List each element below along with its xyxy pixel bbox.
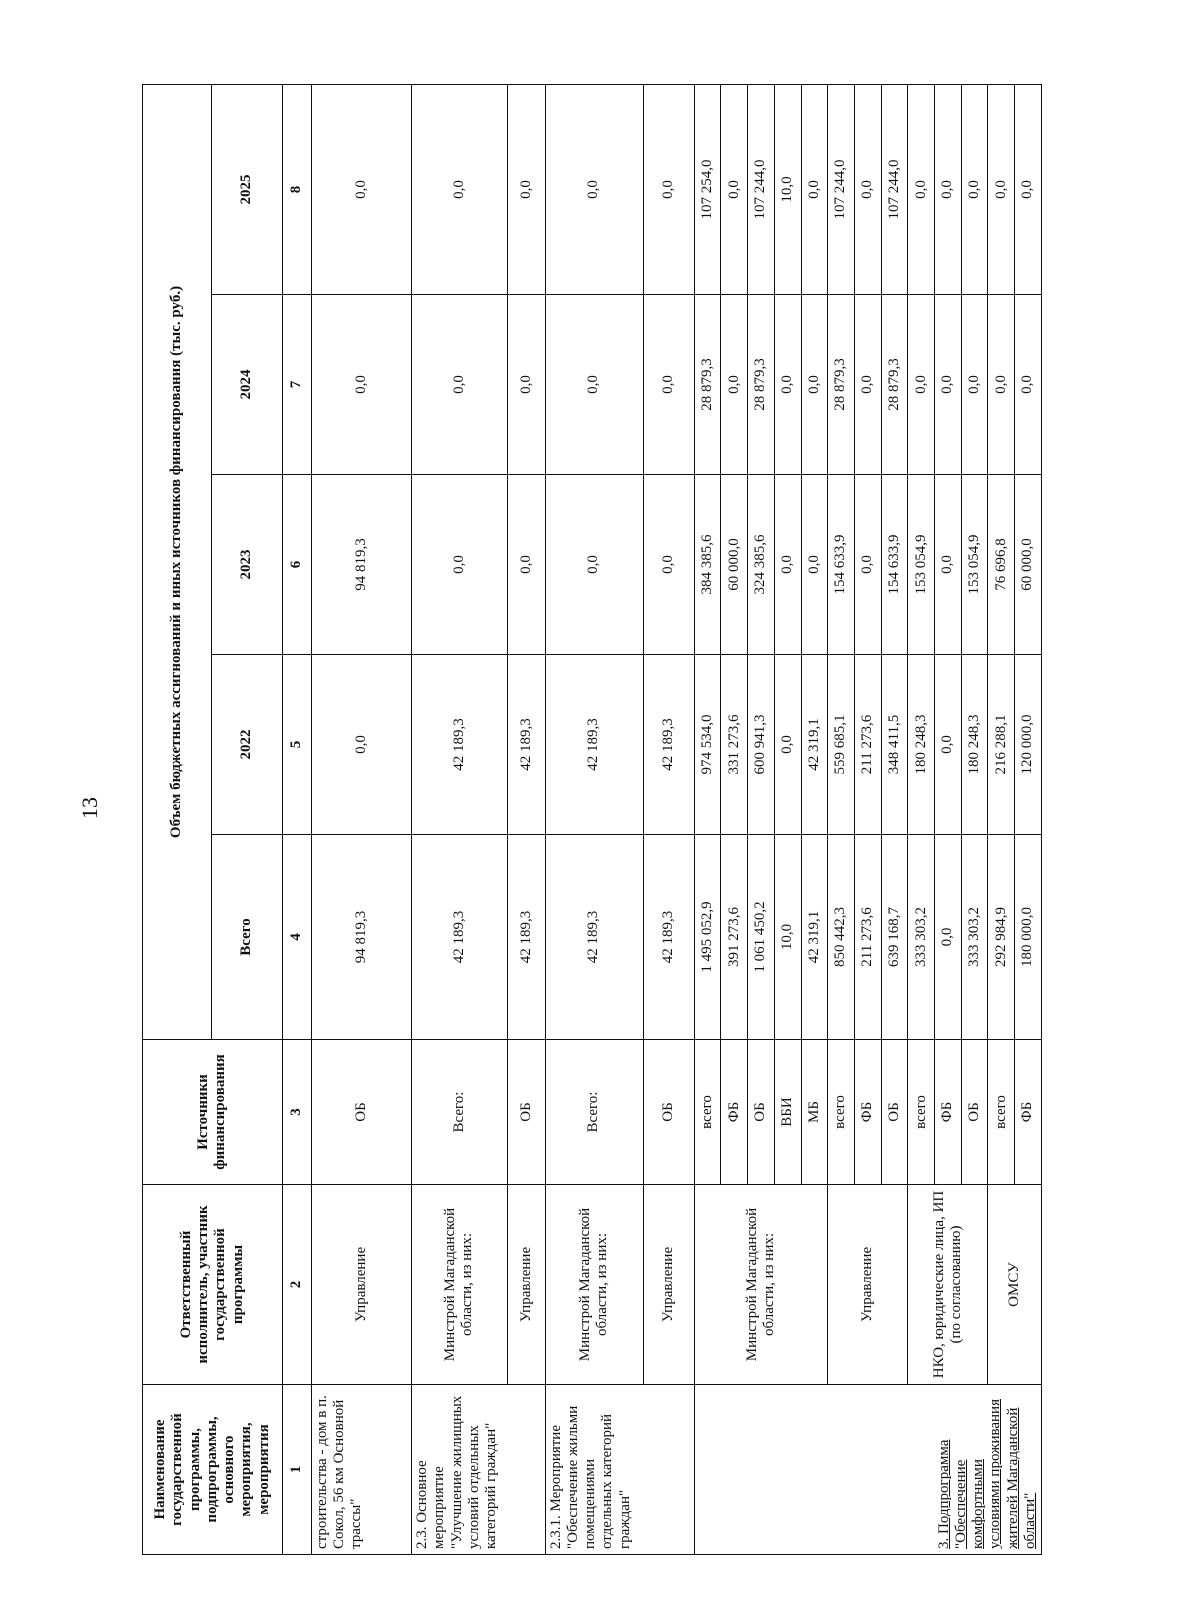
value-cell: 333 303,2 xyxy=(961,835,988,1040)
row-source: Всего: xyxy=(412,1040,508,1185)
value-cell: 0,0 xyxy=(774,475,801,655)
table-row xyxy=(694,85,721,1555)
value-cell: 0,0 xyxy=(412,475,508,655)
value-cell: 120 000,0 xyxy=(1015,655,1042,835)
value-cell: 60 000,0 xyxy=(721,475,748,655)
value-cell: 107 244,0 xyxy=(881,85,908,295)
value-cell: 0,0 xyxy=(545,85,643,295)
value-cell: 0,0 xyxy=(643,295,694,475)
value-cell: 0,0 xyxy=(854,475,881,655)
column-number-row xyxy=(282,85,311,1555)
value-cell: 850 442,3 xyxy=(828,835,855,1040)
col-number: 6 xyxy=(282,475,311,655)
row-executor: ОМСУ xyxy=(988,1185,1042,1385)
value-cell: 384 385,6 xyxy=(694,475,721,655)
row-executor: Управление xyxy=(828,1185,908,1385)
row-executor: Минстрой Магаданской области, из них: xyxy=(412,1185,508,1385)
value-cell: 974 534,0 xyxy=(694,655,721,835)
value-cell: 28 879,3 xyxy=(828,295,855,475)
value-cell: 391 273,6 xyxy=(721,835,748,1040)
col-number: 3 xyxy=(282,1040,311,1185)
value-cell: 0,0 xyxy=(643,85,694,295)
value-cell: 153 054,9 xyxy=(961,475,988,655)
table-row xyxy=(828,85,855,1555)
funding-table xyxy=(142,84,1042,1555)
row-source: всего xyxy=(908,1040,935,1185)
row-name: 2.3. Основное мероприятие "Улучшение жилищных условий отдельных категорий граждан" xyxy=(412,1385,546,1555)
value-cell: 559 685,1 xyxy=(828,655,855,835)
header-year: 2022 xyxy=(211,655,282,835)
row-executor: Управление xyxy=(643,1185,694,1385)
row-source: ФБ xyxy=(854,1040,881,1185)
value-cell: 0,0 xyxy=(507,85,545,295)
header-year: 2025 xyxy=(211,85,282,295)
value-cell: 0,0 xyxy=(643,475,694,655)
value-cell: 0,0 xyxy=(988,85,1015,295)
value-cell: 0,0 xyxy=(311,85,411,295)
table-row xyxy=(908,85,935,1555)
value-cell: 107 244,0 xyxy=(828,85,855,295)
value-cell: 0,0 xyxy=(935,655,962,835)
value-cell: 0,0 xyxy=(935,475,962,655)
value-cell: 0,0 xyxy=(545,475,643,655)
value-cell: 0,0 xyxy=(1015,85,1042,295)
value-cell: 0,0 xyxy=(412,295,508,475)
row-executor: Управление xyxy=(311,1185,411,1385)
row-source: ОБ xyxy=(311,1040,411,1185)
value-cell: 76 696,8 xyxy=(988,475,1015,655)
value-cell: 42 319,1 xyxy=(801,655,828,835)
row-source: ОБ xyxy=(507,1040,545,1185)
row-source: ФБ xyxy=(1015,1040,1042,1185)
value-cell: 0,0 xyxy=(507,295,545,475)
value-cell: 0,0 xyxy=(801,475,828,655)
table-row xyxy=(507,85,545,1555)
value-cell: 211 273,6 xyxy=(854,835,881,1040)
value-cell: 0,0 xyxy=(988,295,1015,475)
value-cell: 10,0 xyxy=(774,85,801,295)
value-cell: 180 248,3 xyxy=(961,655,988,835)
value-cell: 0,0 xyxy=(854,85,881,295)
value-cell: 42 189,3 xyxy=(412,835,508,1040)
value-cell: 60 000,0 xyxy=(1015,475,1042,655)
row-source: ОБ xyxy=(748,1040,775,1185)
col-number: 5 xyxy=(282,655,311,835)
value-cell: 28 879,3 xyxy=(748,295,775,475)
col-number: 2 xyxy=(282,1185,311,1385)
value-cell: 42 189,3 xyxy=(643,655,694,835)
header-year: 2024 xyxy=(211,295,282,475)
value-cell: 180 000,0 xyxy=(1015,835,1042,1040)
col-number: 8 xyxy=(282,85,311,295)
value-cell: 0,0 xyxy=(801,85,828,295)
value-cell: 216 288,1 xyxy=(988,655,1015,835)
row-source: всего xyxy=(694,1040,721,1185)
value-cell: 42 189,3 xyxy=(507,835,545,1040)
row-executor: Управление xyxy=(507,1185,545,1385)
value-cell: 107 254,0 xyxy=(694,85,721,295)
value-cell: 42 189,3 xyxy=(643,835,694,1040)
value-cell: 211 273,6 xyxy=(854,655,881,835)
value-cell: 10,0 xyxy=(774,835,801,1040)
value-cell: 0,0 xyxy=(774,655,801,835)
header-executor: Ответственный исполнитель, участник государственной программы xyxy=(143,1185,283,1385)
value-cell: 42 189,3 xyxy=(507,655,545,835)
row-source: ОБ xyxy=(961,1040,988,1185)
header-row-1 xyxy=(143,85,212,1555)
value-cell: 348 411,5 xyxy=(881,655,908,835)
value-cell: 331 273,6 xyxy=(721,655,748,835)
table-row xyxy=(545,85,643,1555)
value-cell: 333 303,2 xyxy=(908,835,935,1040)
row-source: ФБ xyxy=(721,1040,748,1185)
subprogram-name xyxy=(694,1385,1041,1555)
value-cell: 180 248,3 xyxy=(908,655,935,835)
value-cell: 0,0 xyxy=(412,85,508,295)
value-cell: 0,0 xyxy=(311,295,411,475)
value-cell: 154 633,9 xyxy=(828,475,855,655)
table-row xyxy=(311,85,411,1555)
value-cell: 94 819,3 xyxy=(311,475,411,655)
row-source: ВБИ xyxy=(774,1040,801,1185)
header-year: 2023 xyxy=(211,475,282,655)
value-cell: 153 054,9 xyxy=(908,475,935,655)
row-source: ОБ xyxy=(643,1040,694,1185)
row-source: ФБ xyxy=(935,1040,962,1185)
header-year: Всего xyxy=(211,835,282,1040)
value-cell: 0,0 xyxy=(961,295,988,475)
table-row xyxy=(412,85,508,1555)
value-cell: 42 189,3 xyxy=(412,655,508,835)
subprogram-prefix: 3. Подпрограмма xyxy=(935,1439,952,1549)
value-cell: 0,0 xyxy=(545,295,643,475)
header-sources: Источники финансирования xyxy=(143,1040,283,1185)
value-cell: 0,0 xyxy=(908,295,935,475)
value-cell: 1 495 052,9 xyxy=(694,835,721,1040)
value-cell: 0,0 xyxy=(908,85,935,295)
row-name: строительства - дом в п. Сокол, 56 км Основной трассы" xyxy=(311,1385,411,1555)
table-row xyxy=(643,85,694,1555)
row-source: Всего: xyxy=(545,1040,643,1185)
value-cell: 0,0 xyxy=(721,295,748,475)
value-cell: 0,0 xyxy=(721,85,748,295)
row-source: всего xyxy=(988,1040,1015,1185)
value-cell: 292 984,9 xyxy=(988,835,1015,1040)
value-cell: 0,0 xyxy=(854,295,881,475)
row-name: 2.3.1. Мероприятие "Обеспечение жильми помещениями отдельных категорий граждан" xyxy=(545,1385,694,1555)
value-cell: 42 189,3 xyxy=(545,835,643,1040)
value-cell: 0,0 xyxy=(935,835,962,1040)
value-cell: 639 168,7 xyxy=(881,835,908,1040)
value-cell: 28 879,3 xyxy=(694,295,721,475)
value-cell: 154 633,9 xyxy=(881,475,908,655)
row-source: МБ xyxy=(801,1040,828,1185)
value-cell: 0,0 xyxy=(801,295,828,475)
value-cell: 28 879,3 xyxy=(881,295,908,475)
value-cell: 42 189,3 xyxy=(545,655,643,835)
rotated-page-content xyxy=(142,85,1042,1555)
value-cell: 600 941,3 xyxy=(748,655,775,835)
value-cell: 1 061 450,2 xyxy=(748,835,775,1040)
value-cell: 0,0 xyxy=(507,475,545,655)
value-cell: 0,0 xyxy=(935,85,962,295)
value-cell: 324 385,6 xyxy=(748,475,775,655)
col-number: 4 xyxy=(282,835,311,1040)
col-number: 1 xyxy=(282,1385,311,1555)
value-cell: 0,0 xyxy=(774,295,801,475)
col-number: 7 xyxy=(282,295,311,475)
table-row xyxy=(988,85,1015,1555)
subprogram-title: "Обеспечение комфортными условиями проживания жителей Магаданской области" xyxy=(952,1399,1038,1549)
header-funding-group: Объем бюджетных ассигнований и иных источников финансирования (тыс. руб.) xyxy=(143,85,212,1040)
row-source: всего xyxy=(828,1040,855,1185)
page-number: 13 xyxy=(77,797,102,819)
value-cell: 0,0 xyxy=(935,295,962,475)
row-source: ОБ xyxy=(881,1040,908,1185)
value-cell: 0,0 xyxy=(1015,295,1042,475)
value-cell: 0,0 xyxy=(311,655,411,835)
row-executor: НКО, юридические лица, ИП (по согласованию) xyxy=(908,1185,988,1385)
value-cell: 42 319,1 xyxy=(801,835,828,1040)
header-name: Наименование государственной программы, подпрограммы, основного мероприятия, мероприятия xyxy=(143,1385,283,1555)
value-cell: 94 819,3 xyxy=(311,835,411,1040)
row-executor: Минстрой Магаданской области, из них: xyxy=(545,1185,643,1385)
value-cell: 0,0 xyxy=(961,85,988,295)
value-cell: 107 244,0 xyxy=(748,85,775,295)
row-executor: Минстрой Магаданской области, из них: xyxy=(694,1185,828,1385)
